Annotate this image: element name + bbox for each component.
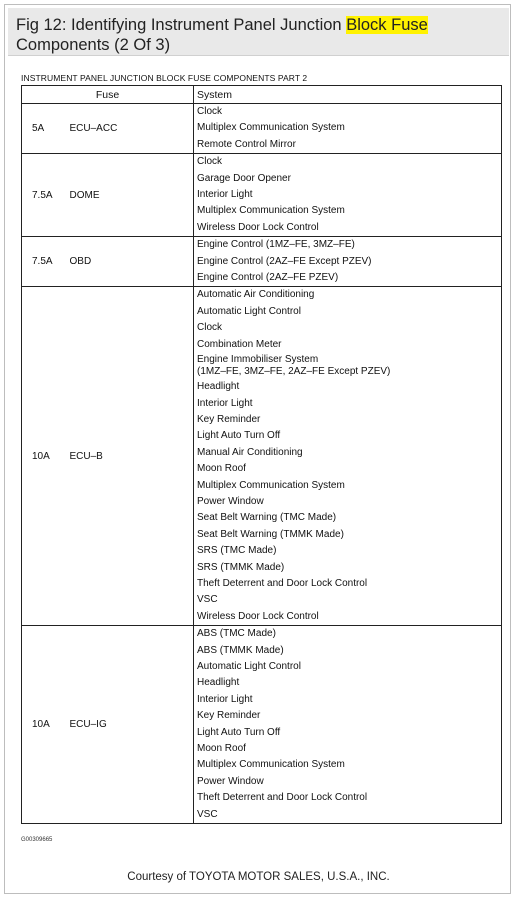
system-item: Multiplex Communication System — [197, 205, 345, 217]
system-item: Light Auto Turn Off — [197, 430, 281, 442]
system-item: Automatic Light Control — [197, 305, 301, 317]
fuse-table — [21, 85, 502, 824]
system-item: Headlight — [197, 677, 240, 689]
system-item: Multiplex Communication System — [197, 479, 345, 491]
system-item: VSC — [197, 594, 218, 606]
system-item: Clock — [197, 156, 223, 168]
system-list — [194, 237, 502, 287]
system-item: Power Window — [197, 495, 264, 507]
system-item: Clock — [197, 106, 223, 117]
system-item: SRS (TMC Made) — [197, 545, 277, 557]
system-item: Garage Door Opener — [197, 172, 291, 184]
table-header-row — [22, 86, 502, 104]
system-item: Clock — [197, 322, 223, 334]
fuse-name: ECU–B — [64, 287, 194, 626]
system-item: Seat Belt Warning (TMC Made) — [197, 512, 337, 524]
column-header-fuse: Fuse — [22, 86, 194, 104]
system-item: Manual Air Conditioning — [197, 446, 303, 458]
system-item: Moon Roof — [197, 743, 246, 755]
system-item: Combination Meter — [197, 338, 282, 350]
fuse-amperage: 10A — [22, 626, 64, 824]
system-item: Interior Light — [197, 189, 253, 201]
fuse-amperage: 7.5A — [22, 154, 64, 237]
system-item: Key Reminder — [197, 413, 261, 425]
figure-title-highlight: Block Fuse — [346, 16, 428, 34]
system-item: Automatic Air Conditioning — [197, 289, 315, 301]
system-list — [194, 626, 502, 824]
system-item: VSC — [197, 808, 218, 820]
table-title: INSTRUMENT PANEL JUNCTION BLOCK FUSE COMPONENTS PART 2 — [21, 73, 308, 83]
system-item: Engine Immobiliser System (1MZ–FE, 3MZ–FE, 2AZ–FE Except PZEV) — [197, 354, 391, 378]
table-body — [22, 104, 502, 824]
table-row — [22, 154, 502, 237]
system-item: Engine Control (2AZ–FE Except PZEV) — [197, 255, 372, 267]
table-row — [22, 626, 502, 824]
fuse-name: ECU–ACC — [64, 104, 194, 154]
system-item: Engine Control (2AZ–FE PZEV) — [197, 272, 339, 284]
table-row — [22, 104, 502, 154]
system-item: Interior Light — [197, 397, 253, 409]
system-item: SRS (TMMK Made) — [197, 561, 285, 573]
system-item: ABS (TMC Made) — [197, 628, 276, 640]
system-item: Moon Roof — [197, 463, 246, 475]
fuse-amperage: 5A — [22, 104, 64, 154]
figure-header — [8, 8, 509, 56]
system-item: Remote Control Mirror — [197, 138, 296, 150]
fuse-amperage: 7.5A — [22, 237, 64, 287]
system-item: Multiplex Communication System — [197, 122, 345, 134]
system-item: Seat Belt Warning (TMMK Made) — [197, 528, 344, 540]
column-header-system: System — [194, 86, 502, 104]
fuse-name: DOME — [64, 154, 194, 237]
system-list — [194, 154, 502, 237]
figure-title-suffix: Components (2 Of 3) — [16, 36, 171, 54]
system-list — [194, 104, 502, 154]
system-item: Headlight — [197, 381, 240, 393]
system-item: ABS (TMMK Made) — [197, 644, 284, 656]
table-row — [22, 237, 502, 287]
system-item: Theft Deterrent and Door Lock Control — [197, 792, 368, 804]
system-item: Interior Light — [197, 693, 253, 705]
table-row — [22, 287, 502, 626]
system-item: Key Reminder — [197, 710, 261, 722]
system-item: Engine Control (1MZ–FE, 3MZ–FE) — [197, 239, 355, 251]
figure-code: G00309665 — [21, 837, 53, 843]
system-item: Automatic Light Control — [197, 661, 301, 672]
fuse-name: OBD — [64, 237, 194, 287]
system-item: Wireless Door Lock Control — [197, 610, 319, 622]
fuse-name: ECU–IG — [64, 626, 194, 824]
system-list — [194, 287, 502, 626]
credit-line: Courtesy of TOYOTA MOTOR SALES, U.S.A., INC. — [127, 871, 390, 883]
system-item: Theft Deterrent and Door Lock Control — [197, 577, 368, 589]
system-item: Light Auto Turn Off — [197, 726, 281, 738]
system-item: Power Window — [197, 775, 264, 787]
system-item: Wireless Door Lock Control — [197, 221, 319, 233]
system-item: Multiplex Communication System — [197, 759, 345, 771]
figure-title-prefix: Fig 12: Identifying Instrument Panel Junction — [16, 16, 347, 34]
fuse-amperage: 10A — [22, 287, 64, 626]
